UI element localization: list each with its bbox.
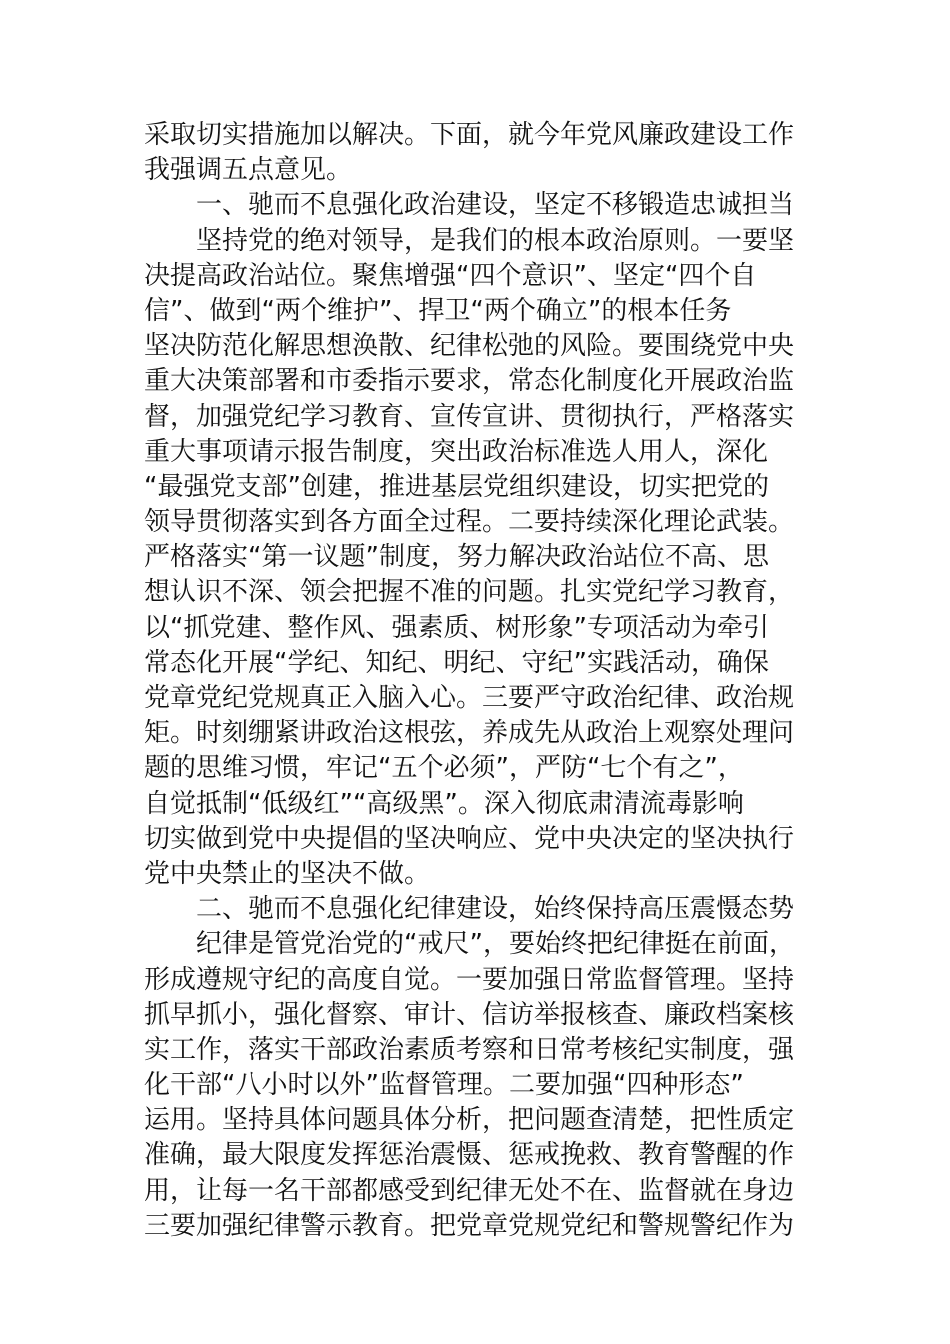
text-line: 重大事项请示报告制度，突出政治标准选人用人，深化 — [144, 436, 769, 467]
text-line: 领导贯彻落实到各方面全过程。二要持续深化理论武装。 — [144, 507, 795, 538]
text-line: 题的思维习惯，牢记“五个必须”，严防“七个有之”， — [144, 753, 744, 784]
text-line: 坚持党的绝对领导，是我们的根本政治原则。一要坚 — [144, 225, 795, 256]
text-line: 常态化开展“学纪、知纪、明纪、守纪”实践活动，确保 — [144, 647, 769, 678]
text-line: 党章党纪党规真正入脑入心。三要严守政治纪律、政治规 — [144, 683, 795, 713]
text-line: 采取切实措施加以解决。下面，就今年党风廉政建设工作 — [144, 120, 795, 150]
text-line: 抓早抓小，强化督察、审计、信访举报核查、廉政档案核 — [144, 999, 795, 1030]
text-line: 纪律是管党治党的“戒尺”，要始终把纪律挺在前面， — [144, 929, 795, 960]
text-line: 三要加强纪律警示教育。把党章党规党纪和警规警纪作为 — [144, 1210, 795, 1241]
text-line: 严格落实“第一议题”制度，努力解决政治站位不高、思 — [144, 542, 769, 573]
text-line: 重大决策部署和市委指示要求，常态化制度化开展政治监 — [144, 366, 795, 397]
text-line: 形成遵规守纪的高度自觉。一要加强日常监督管理。坚持 — [144, 964, 795, 995]
text-line: 督，加强党纪学习教育、宣传宣讲、贯彻执行，严格落实 — [144, 401, 795, 432]
text-line: 矩。时刻绷紧讲政治这根弦，养成先从政治上观察处理问 — [144, 718, 795, 749]
text-line: 我强调五点意见。 — [144, 155, 353, 186]
text-line: 信”、做到“两个维护”、捍卫“两个确立”的根本任务 — [144, 295, 732, 326]
section-heading: 一、驰而不息强化政治建设，坚定不移锻造忠诚担当 — [144, 190, 795, 221]
section-heading: 二、驰而不息强化纪律建设，始终保持高压震慑态势 — [144, 894, 795, 925]
text-line: 自觉抵制“低级红”“高级黑”。深入彻底肃清流毒影响 — [144, 788, 744, 819]
text-line: 坚决防范化解思想涣散、纪律松弛的风险。要围绕党中央 — [144, 331, 795, 362]
text-line: 切实做到党中央提倡的坚决响应、党中央决定的坚决执行 — [144, 823, 795, 854]
text-line: 用，让每一名干部都感受到纪律无处不在、监督就在身边 — [144, 1175, 795, 1206]
text-line: 想认识不深、领会把握不准的问题。扎实党纪学习教育， — [144, 577, 795, 608]
text-line: 以“抓党建、整作风、强素质、树形象”专项活动为牵引 — [144, 612, 769, 643]
text-line: 实工作，落实干部政治素质考察和日常考核纪实制度，强 — [144, 1034, 795, 1065]
document-body-text — [144, 118, 814, 1244]
text-line: “最强党支部”创建，推进基层党组织建设，切实把党的 — [144, 471, 769, 502]
text-line: 党中央禁止的坚决不做。 — [144, 858, 431, 889]
text-line: 化干部“八小时以外”监督管理。二要加强“四种形态” — [144, 1070, 744, 1101]
text-line: 准确，最大限度发挥惩治震慑、惩戒挽救、教育警醒的作 — [144, 1140, 795, 1171]
text-line: 运用。坚持具体问题具体分析，把问题查清楚，把性质定 — [144, 1105, 795, 1136]
text-line: 决提高政治站位。聚焦增强“四个意识”、坚定“四个自 — [144, 260, 757, 291]
